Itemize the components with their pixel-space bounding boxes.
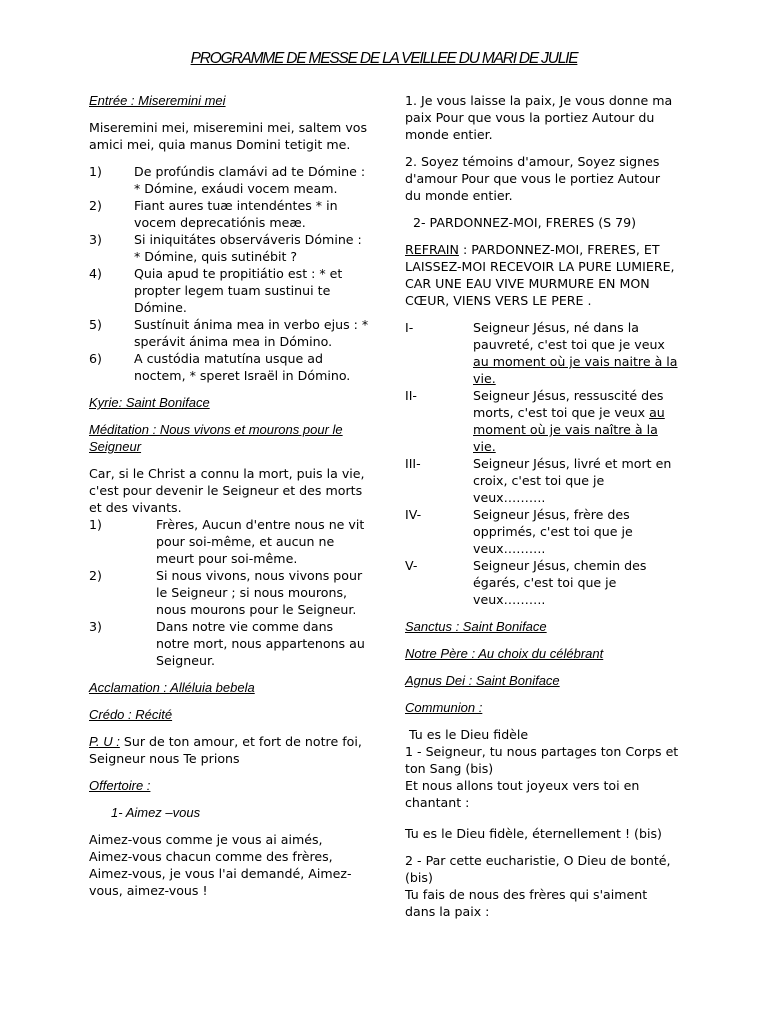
item-number: III-	[405, 456, 421, 471]
item-number: 3)	[89, 232, 102, 247]
latin-psalm-list	[89, 163, 369, 384]
pu-text: Sur de ton amour, et fort de notre foi, Seigneur nous Te prions	[89, 734, 362, 766]
item-number: 1)	[89, 164, 102, 179]
communion-song-title: Tu es le Dieu fidèle	[409, 727, 529, 742]
communion-verse-1a: 1 - Seigneur, tu nous partages ton Corps et ton Sang (bis)	[405, 744, 679, 776]
communion-refrain: Tu es le Dieu fidèle, éternellement ! (bis)	[405, 826, 662, 841]
refrain	[405, 241, 680, 309]
item-text: Fiant aures tuæ intendéntes * in vocem deprecatiónis meæ.	[134, 198, 338, 230]
item-text: Si nous vivons, nous vivons pour le Seigneur ; si nous mourons, nous mourons pour le Seigneur.	[156, 568, 363, 617]
list-item	[89, 350, 369, 384]
list-item	[405, 319, 680, 387]
credo-heading: Crédo : Récité	[89, 707, 173, 722]
item-text: Si iniquitátes observáveris Dómine : * Dómine, quis sutinébit ?	[134, 232, 362, 264]
entree-heading: Entrée : Miseremini mei	[89, 93, 226, 108]
item-number: II-	[405, 388, 417, 403]
item-text: Seigneur Jésus, livré et mort en croix, c'est toi que je veux……….	[473, 456, 672, 505]
pu-paragraph	[89, 733, 369, 767]
communion-verse-2a: 2 - Par cette eucharistie, O Dieu de bonté, (bis)	[405, 853, 671, 885]
item-text: A custódia matutína usque ad noctem, * speret Israël in Dómino.	[134, 351, 351, 383]
item-number: I-	[405, 320, 414, 335]
verse-1: 1. Je vous laisse la paix, Je vous donne ma paix Pour que vous la portiez Autour du monde entier.	[405, 93, 673, 142]
kyrie-heading: Kyrie: Saint Boniface	[89, 395, 210, 410]
meditation-heading: Méditation : Nous vivons et mourons pour le Seigneur	[89, 422, 343, 454]
meditation-text: Car, si le Christ a connu la mort, puis la vie, c'est pour devenir le Seigneur et des morts et des vivants.	[89, 466, 365, 515]
list-item	[405, 506, 680, 557]
item-number: 1)	[89, 517, 102, 532]
list-item	[89, 516, 369, 567]
list-item	[405, 387, 680, 455]
acclamation-heading: Acclamation : Alléluia bebela	[89, 680, 255, 695]
item-number: 4)	[89, 266, 102, 281]
item-number: 6)	[89, 351, 102, 366]
offertoire-heading: Offertoire :	[89, 778, 151, 793]
offertoire-song-title: 1- Aimez –vous	[111, 805, 201, 820]
item-number: 2)	[89, 198, 102, 213]
communion-verse-2b: Tu fais de nous des frères qui s'aiment dans la paix :	[405, 887, 648, 919]
roman-list	[405, 319, 680, 608]
item-text: Seigneur Jésus, chemin des égarés, c'est toi que je veux……….	[473, 558, 647, 607]
list-item	[89, 316, 369, 350]
offertoire-text: Aimez-vous comme je vous ai aimés, Aimez-vous chacun comme des frères, Aimez-vous, je vous l'ai demandé, Aimez-vous, aimez-vous !	[89, 832, 352, 898]
right-column	[405, 92, 680, 930]
item-text: Seigneur Jésus, né dans la pauvreté, c'est toi que je veux	[473, 320, 665, 352]
song-2-title: 2- PARDONNEZ-MOI, FRERES (S 79)	[413, 215, 637, 230]
item-number: 2)	[89, 568, 102, 583]
item-number: 3)	[89, 619, 102, 634]
notre-pere-heading: Notre Père : Au choix du célébrant	[405, 646, 604, 661]
item-text: Quia apud te propitiátio est : * et propter legem tuam sustinui te Dómine.	[134, 266, 343, 315]
agnus-heading: Agnus Dei : Saint Boniface	[405, 673, 560, 688]
list-item	[405, 455, 680, 506]
verse-2: 2. Soyez témoins d'amour, Soyez signes d'amour Pour que vous le portiez Autour du monde entier.	[405, 154, 661, 203]
meditation-list	[89, 516, 369, 669]
sanctus-heading: Sanctus : Saint Boniface	[405, 619, 547, 634]
item-text: Sustínuit ánima mea in verbo ejus : * sperávit ánima mea in Dómino.	[134, 317, 369, 349]
communion-heading: Communion :	[405, 700, 483, 715]
pu-label: P. U :	[89, 734, 120, 749]
list-item	[89, 163, 369, 197]
item-underlined-text: au moment où je vais naitre à la vie.	[473, 354, 678, 386]
list-item	[89, 231, 369, 265]
item-number: V-	[405, 558, 418, 573]
item-number: 5)	[89, 317, 102, 332]
left-column	[89, 92, 369, 909]
list-item	[405, 557, 680, 608]
item-text: Seigneur Jésus, ressuscité des morts, c'est toi que je veux	[473, 388, 664, 420]
list-item	[89, 567, 369, 618]
list-item	[89, 265, 369, 316]
item-text: Seigneur Jésus, frère des opprimés, c'est toi que je veux……….	[473, 507, 633, 556]
entree-text: Miseremini mei, miseremini mei, saltem vos amici mei, quia manus Domini tetigit me.	[89, 120, 368, 152]
page-title: PROGRAMME DE MESSE DE LA VEILLEE DU MARI DE JULIE	[190, 50, 578, 67]
communion-verse-1b: Et nous allons tout joyeux vers toi en chantant :	[405, 778, 640, 810]
item-text: Dans notre vie comme dans notre mort, nous appartenons au Seigneur.	[156, 619, 365, 668]
list-item	[89, 197, 369, 231]
item-number: IV-	[405, 507, 422, 522]
item-underlined-text: au moment où je vais naître à la vie.	[473, 405, 665, 454]
item-text: De profúndis clamávi ad te Dómine : * Dómine, exáudi vocem meam.	[134, 164, 366, 196]
refrain-text: : PARDONNEZ-MOI, FRERES, ET LAISSEZ-MOI RECEVOIR LA PURE LUMIERE, CAR UNE EAU VIVE MURMURE EN MON CŒUR, VIENS VERS LE PERE .	[405, 242, 675, 308]
refrain-label: REFRAIN	[405, 242, 459, 257]
item-text: Frères, Aucun d'entre nous ne vit pour soi-même, et aucun ne meurt pour soi-même.	[156, 517, 365, 566]
list-item	[89, 618, 369, 669]
